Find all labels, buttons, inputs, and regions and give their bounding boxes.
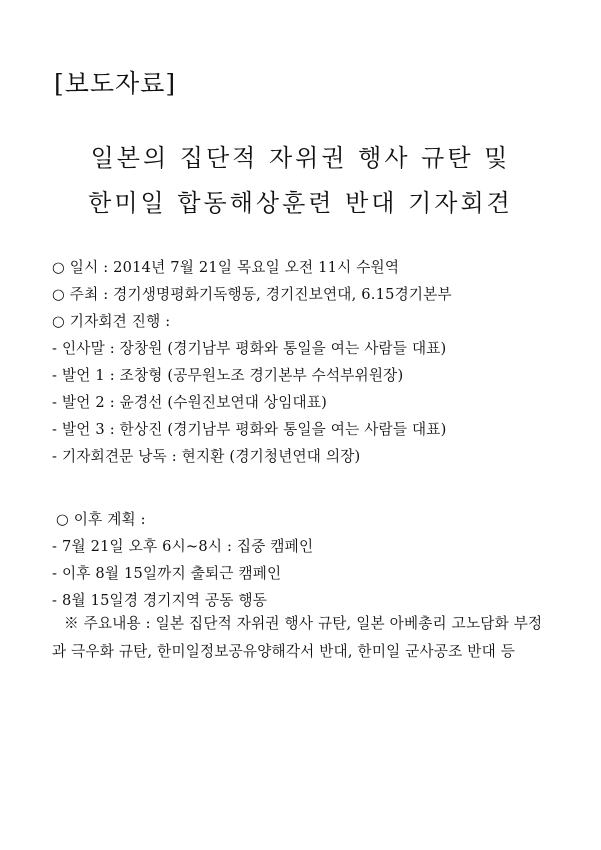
info-program-heading: ○ 기자회견 진행 : [52, 313, 171, 330]
program-item-speech-1: - 발언 1 : 조창형 (공무원노조 경기본부 수석부위원장) [52, 367, 404, 384]
plan-heading: ○ 이후 계획 : [56, 511, 146, 528]
main-content-note: ※ 주요내용 : 일본 집단적 자위권 행사 규탄, 일본 아베총리 고노담화 부정과 극우화 규탄, 한미일정보공유양해각서 반대, 한미일 군사공조 반대 등 [52, 615, 543, 660]
plan-item-1: - 7월 21일 오후 6시~8시 : 집중 캠페인 [52, 538, 314, 555]
plan-item-3: - 8월 15일경 경기지역 공동 행동 [52, 592, 268, 609]
document-title-line-2: 한미일 합동해상훈련 반대 기자회견 [88, 189, 513, 217]
document-type-label: [보도자료] [54, 69, 177, 98]
info-date: ○ 일시 : 2014년 7월 21일 목요일 오전 11시 수원역 [52, 259, 400, 276]
program-item-statement-reading: - 기자회견문 낭독 : 현지환 (경기청년연대 의장) [52, 448, 361, 465]
document-title-line-1: 일본의 집단적 자위권 행사 규탄 및 [90, 144, 511, 172]
program-item-speech-3: - 발언 3 : 한상진 (경기남부 평화와 통일을 여는 사람들 대표) [52, 421, 447, 438]
program-item-speech-2: - 발언 2 : 윤경선 (수원진보연대 상임대표) [52, 394, 328, 411]
program-item-greeting: - 인사말 : 장창원 (경기남부 평화와 통일을 여는 사람들 대표) [52, 340, 447, 357]
plan-item-2: - 이후 8월 15일까지 출퇴근 캠페인 [52, 565, 282, 582]
info-organizer: ○ 주최 : 경기생명평화기독행동, 경기진보연대, 6.15경기본부 [52, 286, 452, 303]
